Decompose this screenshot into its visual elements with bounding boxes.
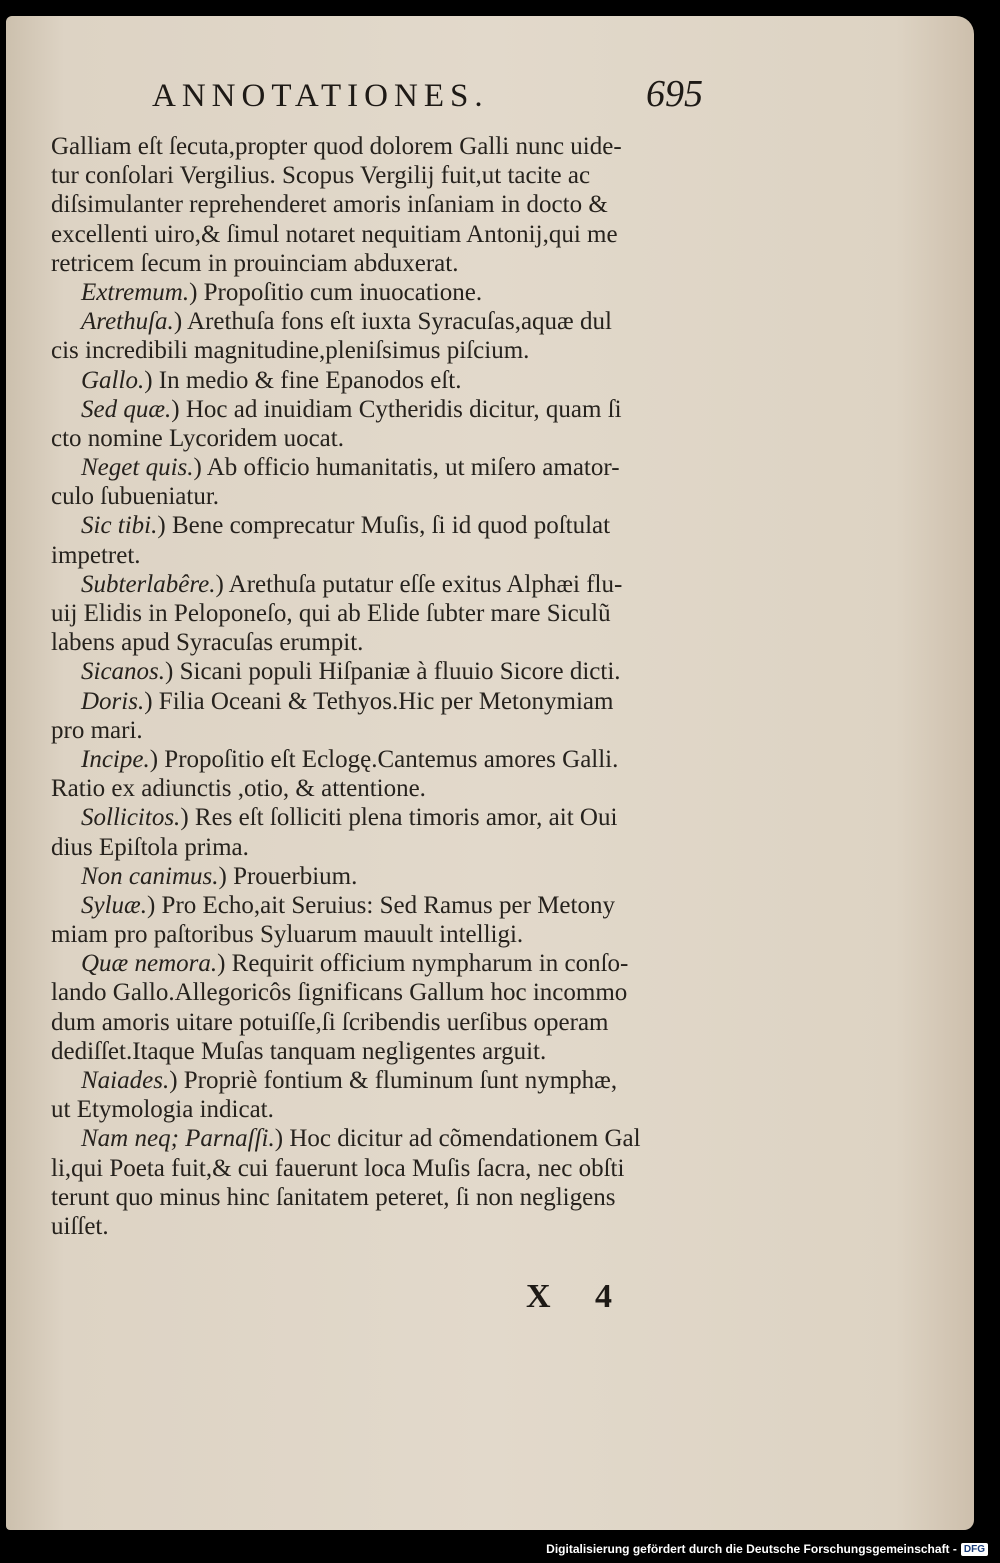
text-line	[51, 716, 721, 745]
line-text: Galliam eſt ſecuta,propter quod dolorem Galli nunc uide-	[51, 133, 622, 160]
text-line	[51, 541, 721, 570]
text-line	[51, 833, 721, 862]
dfg-logo-icon: DFG	[961, 1543, 988, 1556]
text-line	[51, 862, 721, 891]
line-text: uiſſet.	[51, 1212, 109, 1240]
line-text: labens apud Syracuſas erumpit.	[51, 629, 364, 657]
lemma: Incipe.	[81, 745, 150, 773]
line-text: ) Pro Echo,ait Seruius: Sed Ramus per Metony	[146, 891, 615, 919]
text-line	[51, 453, 721, 482]
line-text: pro mari.	[51, 716, 143, 744]
text-line	[51, 570, 721, 599]
line-text: culo ſubueniatur.	[51, 483, 220, 511]
line-text: excellenti uiro,& ſimul notaret nequitiam Antonij,qui me	[51, 220, 618, 248]
lemma: Sed quæ.	[81, 395, 172, 423]
lemma: Sollicitos.	[81, 804, 181, 832]
text-line	[51, 949, 721, 978]
line-text: ) Filia Oceani & Tethyos.Hic per Metonymiam	[144, 687, 614, 715]
text-line	[51, 774, 721, 803]
text-line	[51, 366, 721, 395]
lemma: Sicanos.	[81, 658, 166, 686]
lemma: Subterlabêre.	[81, 570, 216, 598]
line-text: ) Propoſitio cum inuocatione.	[189, 278, 483, 306]
lemma: Gallo.	[81, 366, 145, 394]
line-text: ) Hoc dicitur ad cõmendationem Gal	[274, 1125, 641, 1153]
text-line	[51, 687, 721, 716]
text-line	[51, 511, 721, 540]
text-line	[51, 803, 721, 832]
line-text: ) In medio & fine Epanodos eſt.	[144, 366, 462, 394]
line-text: cis incredibili magnitudine,pleniſsimus piſcium.	[51, 337, 530, 365]
page-header	[146, 74, 726, 134]
text-line	[51, 657, 721, 686]
text-line	[51, 307, 721, 336]
text-line	[51, 920, 721, 949]
text-line	[51, 628, 721, 657]
text-line	[51, 395, 721, 424]
text-line	[51, 1037, 721, 1066]
text-line	[51, 161, 721, 190]
text-line	[51, 891, 721, 920]
lemma: Non canimus.	[81, 862, 219, 890]
text-line	[51, 190, 721, 219]
lemma: Naiades.	[81, 1067, 170, 1094]
text-line	[51, 1183, 721, 1212]
text-line	[51, 1008, 721, 1037]
line-text: li,qui Poeta fuit,& cui fauerunt loca Muſis ſacra, nec obſti	[51, 1154, 625, 1182]
line-text: ) Bene comprecatur Muſis, ſi id quod poſtulat	[157, 512, 611, 540]
line-text: dediſſet.Itaque Muſas tanquam negligentes arguit.	[51, 1037, 547, 1065]
line-text: ut Etymologia indicat.	[51, 1096, 274, 1124]
line-text: ) Ab officio humanitatis, ut miſero amator-	[193, 454, 620, 482]
line-text: ) Arethuſa putatur eſſe exitus Alphæi flu-	[215, 570, 623, 598]
lemma: Nam neq; Parnaſſi.	[81, 1125, 275, 1153]
signature-mark: X 4	[526, 1278, 631, 1315]
line-text: uij Elidis in Peloponeſo, qui ab Elide ſubter mare Siculũ	[51, 600, 611, 627]
line-text: Ratio ex adiunctis ,otio, & attentione.	[51, 775, 426, 803]
text-line	[51, 978, 721, 1007]
footer-bar	[546, 1539, 988, 1559]
funding-notice: Digitalisierung gefördert durch die Deutsche Forschungsgemeinschaft -	[546, 1542, 957, 1556]
line-text: tur conſolari Vergilius. Scopus Vergilij fuit,ut tacite ac	[51, 162, 591, 190]
text-line	[51, 1212, 721, 1241]
text-line	[51, 1154, 721, 1183]
line-text: ) Hoc ad inuidiam Cytheridis dicitur, quam ſi	[171, 395, 622, 423]
page-number: 695	[646, 73, 703, 115]
text-line	[51, 1095, 721, 1124]
running-title: ANNOTATIONES.	[152, 78, 489, 114]
line-text: lando Gallo.Allegoricôs ſignificans Gallum hoc incommo	[51, 979, 628, 1007]
line-text: dum amoris uitare potuiſſe,ſi ſcribendis uerſibus operam	[51, 1008, 609, 1036]
text-line	[51, 1124, 721, 1153]
line-text: miam pro paſtoribus Syluarum mauult intelligi.	[51, 921, 524, 949]
lemma: Doris.	[81, 687, 145, 715]
line-text: ) Arethuſa fons eſt iuxta Syracuſas,aquæ dul	[173, 308, 612, 336]
text-line	[51, 1066, 721, 1095]
text-line	[51, 599, 721, 628]
text-line	[51, 745, 721, 774]
line-text: ) Sicani populi Hiſpaniæ à fluuio Sicore dicti.	[165, 658, 621, 686]
lemma: Syluæ.	[81, 891, 147, 919]
text-line	[51, 424, 721, 453]
line-text: impetret.	[51, 541, 141, 569]
line-text: ) Propoſitio eſt Eclogę.Cantemus amores Galli.	[149, 745, 619, 773]
line-text: ) Res eſt ſolliciti plena timoris amor, ait Oui	[180, 804, 618, 832]
line-text: retricem ſecum in prouinciam abduxerat.	[51, 249, 459, 277]
lemma: Extremum.	[81, 278, 190, 306]
lemma: Arethuſa.	[81, 308, 174, 336]
line-text: ) Propriè fontium & fluminum ſunt nymphæ,	[169, 1067, 618, 1094]
lemma: Sic tibi.	[81, 512, 158, 540]
text-line	[51, 278, 721, 307]
text-line	[51, 336, 721, 365]
line-text: ) Prouerbium.	[218, 862, 358, 890]
line-text: cto nomine Lycoridem uocat.	[51, 424, 344, 452]
line-text: dius Epiſtola prima.	[51, 833, 249, 861]
book-page	[6, 16, 974, 1530]
annotation-text-block	[51, 132, 721, 1241]
text-line	[51, 249, 721, 278]
text-line	[51, 220, 721, 249]
line-text: terunt quo minus hinc ſanitatem peteret, ſi non negligens	[51, 1183, 616, 1211]
line-text: diſsimulanter reprehenderet amoris inſaniam in docto &	[51, 191, 608, 219]
line-text: ) Requirit officium nympharum in conſo-	[217, 950, 629, 978]
text-line	[51, 482, 721, 511]
text-line	[51, 132, 721, 161]
lemma: Neget quis.	[81, 454, 194, 482]
lemma: Quæ nemora.	[81, 950, 218, 978]
